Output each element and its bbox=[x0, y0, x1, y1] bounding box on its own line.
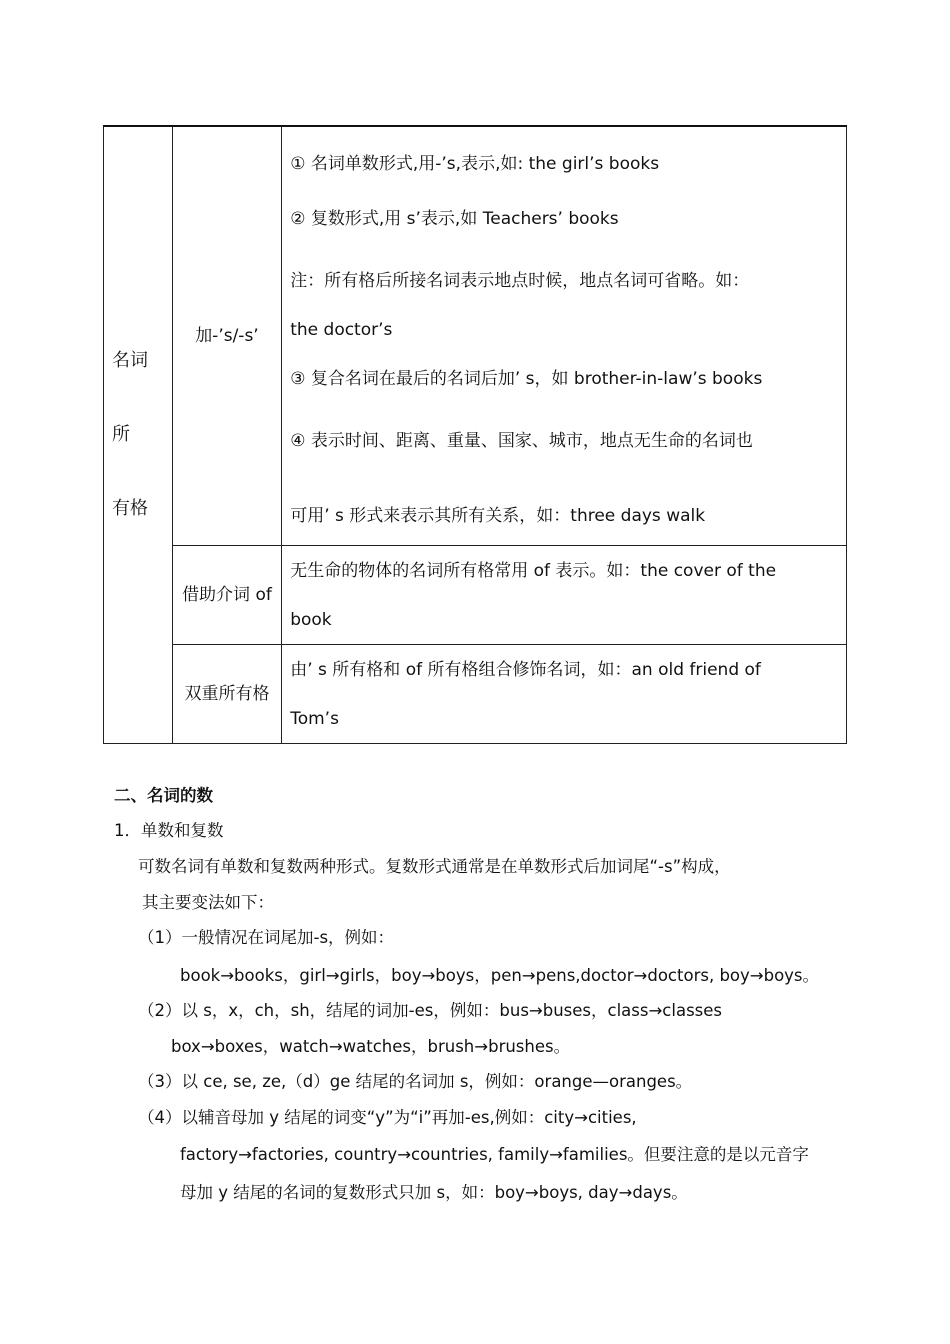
rule-line: book bbox=[290, 610, 332, 630]
section-subheading: 1．单数和复数 bbox=[114, 821, 224, 840]
rule-line: （2）以 s，x，ch，sh，结尾的词加-es，例如：bus→buses，class→classes bbox=[138, 1001, 723, 1020]
rule-cell bbox=[282, 126, 847, 546]
rule-line: ③ 复合名词在最后的名词后加’ s，如 brother-in-law’s books bbox=[290, 368, 763, 389]
rule-line: （1）一般情况在词尾加-s，例如： bbox=[138, 928, 395, 947]
rule-line: 无生命的物体的名词所有格常用 of 表示。如：the cover of the bbox=[290, 561, 777, 581]
method-cell bbox=[172, 546, 282, 645]
category-label-line: 有格 bbox=[112, 498, 148, 519]
rule-line: ② 复数形式,用 s’表示,如 Teachers’ books bbox=[290, 208, 619, 229]
table-row bbox=[104, 546, 847, 645]
example-line: 母加 y 结尾的名词的复数形式只加 s，如：boy→boys, day→days。 bbox=[180, 1183, 688, 1202]
rule-line: 注：所有格后所接名词表示地点时候，地点名词可省略。如： bbox=[290, 270, 750, 291]
rule-line: ① 名词单数形式,用-’s,表示,如: the girl’s books bbox=[290, 153, 660, 174]
table-row bbox=[104, 126, 847, 546]
category-label-line: 名词所 bbox=[112, 350, 148, 445]
example-line: factory→factories, country→countries, family→families。但要注意的是以元音字 bbox=[180, 1145, 809, 1164]
section-heading: 二、名词的数 bbox=[114, 786, 213, 805]
intro-line: 其主要变法如下： bbox=[142, 893, 274, 912]
method-label: 加-’s/-s’ bbox=[195, 326, 259, 346]
rule-line: ④ 表示时间、距离、重量、国家、城市，地点无生命的名词也 bbox=[290, 430, 753, 451]
rule-line: the doctor’s bbox=[290, 319, 393, 340]
method-cell bbox=[172, 126, 282, 546]
example-line: book→books，girl→girls，boy→boys，pen→pens,doctor→doctors, boy→boys。 bbox=[180, 966, 820, 985]
rule-line: Tom’s bbox=[290, 709, 339, 729]
rule-line: 可用’ s 形式来表示其所有关系，如：three days walk bbox=[290, 505, 706, 526]
possessive-case-table bbox=[103, 125, 847, 744]
rule-line: （4）以辅音母加 y 结尾的词变“y”为“i”再加-es,例如：city→cities, bbox=[138, 1108, 637, 1127]
method-cell bbox=[172, 645, 282, 744]
example-line: box→boxes，watch→watches，brush→brushes。 bbox=[171, 1037, 571, 1056]
rule-cell bbox=[282, 546, 847, 645]
method-label: 双重所有格 bbox=[184, 684, 270, 704]
rule-line: （3）以 ce, se, ze,（d）ge 结尾的名词加 s，例如：orange—oranges。 bbox=[138, 1072, 693, 1091]
method-label: 借助介词 of bbox=[182, 585, 272, 605]
table-row bbox=[104, 645, 847, 744]
intro-line: 可数名词有单数和复数两种形式。复数形式通常是在单数形式后加词尾“-s”构成， bbox=[138, 857, 731, 876]
category-cell bbox=[104, 126, 173, 744]
rule-line: 由’ s 所有格和 of 所有格组合修饰名词，如：an old friend of bbox=[290, 660, 761, 680]
rule-cell bbox=[282, 645, 847, 744]
